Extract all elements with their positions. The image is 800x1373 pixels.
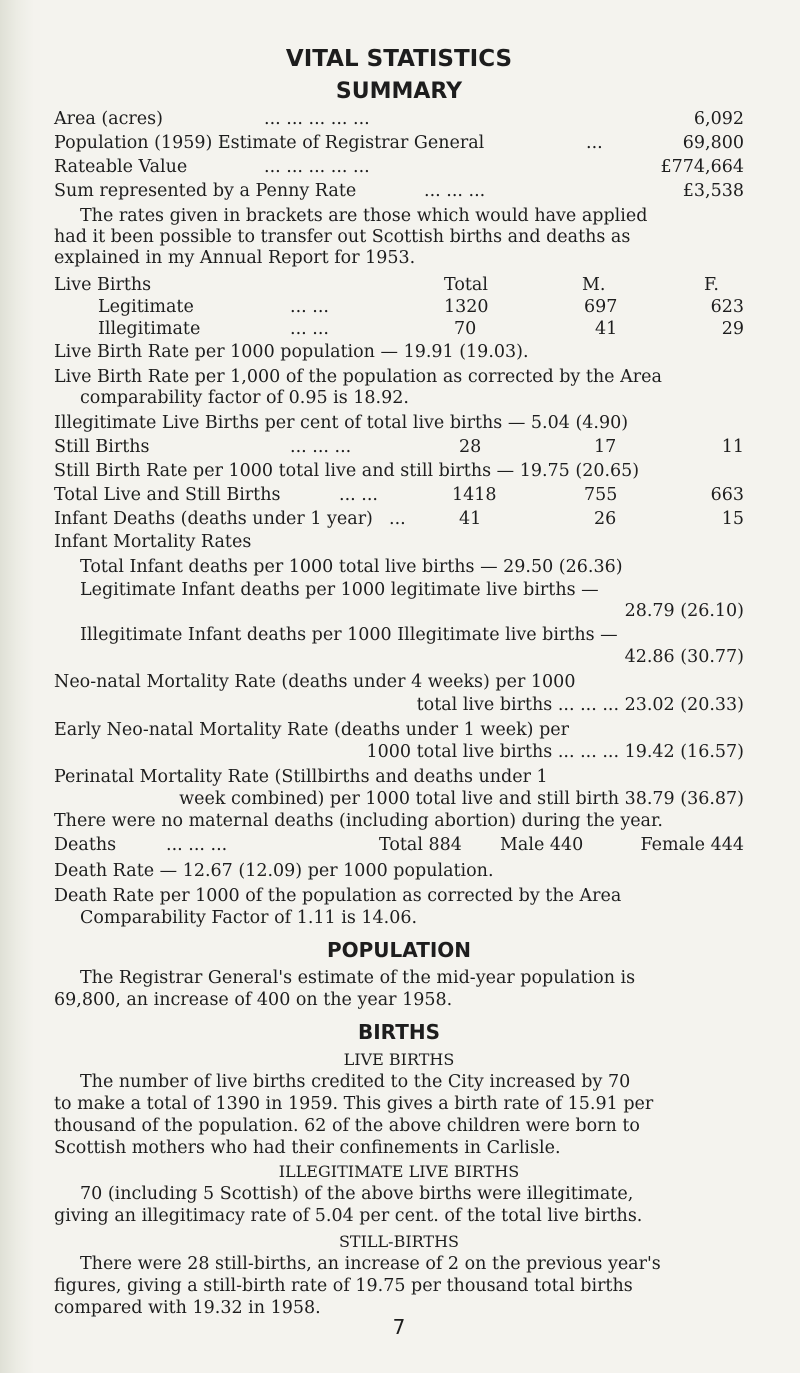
population-text: 69,800, an increase of 400 on the year 1958. [54,990,453,1010]
illegitimate-row: Illegitimate ... ... 70 41 29 [98,319,744,339]
still-births-text: There were 28 still-births, an increase of 2 on the previous year's [80,1254,661,1274]
early-neonatal-rate: 1000 total live births ... ... ... 19.42 (16.57) [366,742,744,762]
deaths-row: Deaths ... ... ... Total 884 Male 440 Female 444 [54,835,744,855]
perinatal-rate: Perinatal Mortality Rate (Stillbirths and deaths under 1 [54,767,548,787]
neonatal-rate: total live births ... ... ... 23.02 (20.33) [416,695,744,715]
still-birth-rate: Still Birth Rate per 1000 total live and still births — 19.75 (20.65) [54,461,640,481]
maternal-deaths: There were no maternal deaths (including abortion) during the year. [54,811,663,831]
summary-heading: SUMMARY [335,79,463,104]
imr-illegitimate: Illegitimate Infant deaths per 1000 Illegitimate live births — [80,625,618,645]
death-rate: Death Rate — 12.67 (12.09) per 1000 population. [54,861,494,881]
population-text: The Registrar General's estimate of the mid-year population is [80,968,636,988]
page-number: 7 [392,1315,406,1339]
page-edge-shadow [0,0,34,1373]
live-births-header-row: Live Births Total M. F. [54,275,719,295]
imr-legitimate-value: 28.79 (26.10) [624,601,744,621]
live-births-text: to make a total of 1390 in 1959. This gives a birth rate of 15.91 per [54,1094,654,1114]
illegitimate-text: giving an illegitimacy rate of 5.04 per cent. of the total live births. [54,1206,643,1226]
document-page [54,0,744,1373]
imr-legitimate: Legitimate Infant deaths per 1000 legitimate live births — [80,580,599,600]
live-birth-rate-corrected: Live Birth Rate per 1,000 of the population as corrected by the Area [54,367,662,387]
perinatal-rate: week combined) per 1000 total live and still birth 38.79 (36.87) [179,789,744,809]
live-birth-rate-corrected: comparability factor of 0.95 is 18.92. [80,388,409,408]
still-births-subheading: STILL-BIRTHS [338,1232,460,1251]
infant-deaths-row: Infant Deaths (deaths under 1 year) ... 41 26 15 [54,509,744,529]
illegitimate-text: 70 (including 5 Scottish) of the above births were illegitimate, [80,1184,634,1204]
summary-population-row: Population (1959) Estimate of Registrar General ... 69,800 [54,133,744,153]
early-neonatal-rate: Early Neo-natal Mortality Rate (deaths under 1 week) per [54,720,569,740]
summary-rateable-row: Rateable Value ... ... ... ... ... £774,664 [54,157,744,177]
imr-total: Total Infant deaths per 1000 total live births — 29.50 (26.36) [80,557,623,577]
note-line: had it been possible to transfer out Scottish births and deaths as [54,227,631,247]
total-live-still-row: Total Live and Still Births ... ... 1418 755 663 [54,485,744,505]
death-rate-corrected: Comparability Factor of 1.11 is 14.06. [80,908,418,928]
summary-penny-rate-row: Sum represented by a Penny Rate ... ... ... £3,538 [54,181,744,201]
live-births-text: Scottish mothers who had their confinements in Carlisle. [54,1138,561,1158]
live-births-subheading: LIVE BIRTHS [343,1050,455,1069]
neonatal-rate: Neo-natal Mortality Rate (deaths under 4 weeks) per 1000 [54,672,576,692]
legitimate-row: Legitimate ... ... 1320 697 623 [98,297,744,317]
still-births-text: compared with 19.32 in 1958. [54,1298,321,1318]
live-births-text: thousand of the population. 62 of the above children were born to [54,1116,640,1136]
infant-mortality-heading: Infant Mortality Rates [54,532,252,552]
illegitimate-percent: Illegitimate Live Births per cent of total live births — 5.04 (4.90) [54,413,629,433]
births-heading: BIRTHS [358,1020,440,1044]
still-births-row: Still Births ... ... ... 28 17 11 [54,437,744,457]
death-rate-corrected: Death Rate per 1000 of the population as corrected by the Area [54,886,622,906]
still-births-text: figures, giving a still-birth rate of 19.75 per thousand total births [54,1276,633,1296]
note-line: The rates given in brackets are those which would have applied [80,206,648,226]
summary-area-row: Area (acres) ... ... ... ... ... 6,092 [54,109,744,129]
population-heading: POPULATION [326,938,472,962]
page-title: VITAL STATISTICS [285,46,513,72]
note-line: explained in my Annual Report for 1953. [54,248,416,268]
live-birth-rate: Live Birth Rate per 1000 population — 19.91 (19.03). [54,342,529,362]
illegitimate-subheading: ILLEGITIMATE LIVE BIRTHS [278,1162,520,1181]
live-births-text: The number of live births credited to the City increased by 70 [80,1072,631,1092]
imr-illegitimate-value: 42.86 (30.77) [624,647,744,667]
